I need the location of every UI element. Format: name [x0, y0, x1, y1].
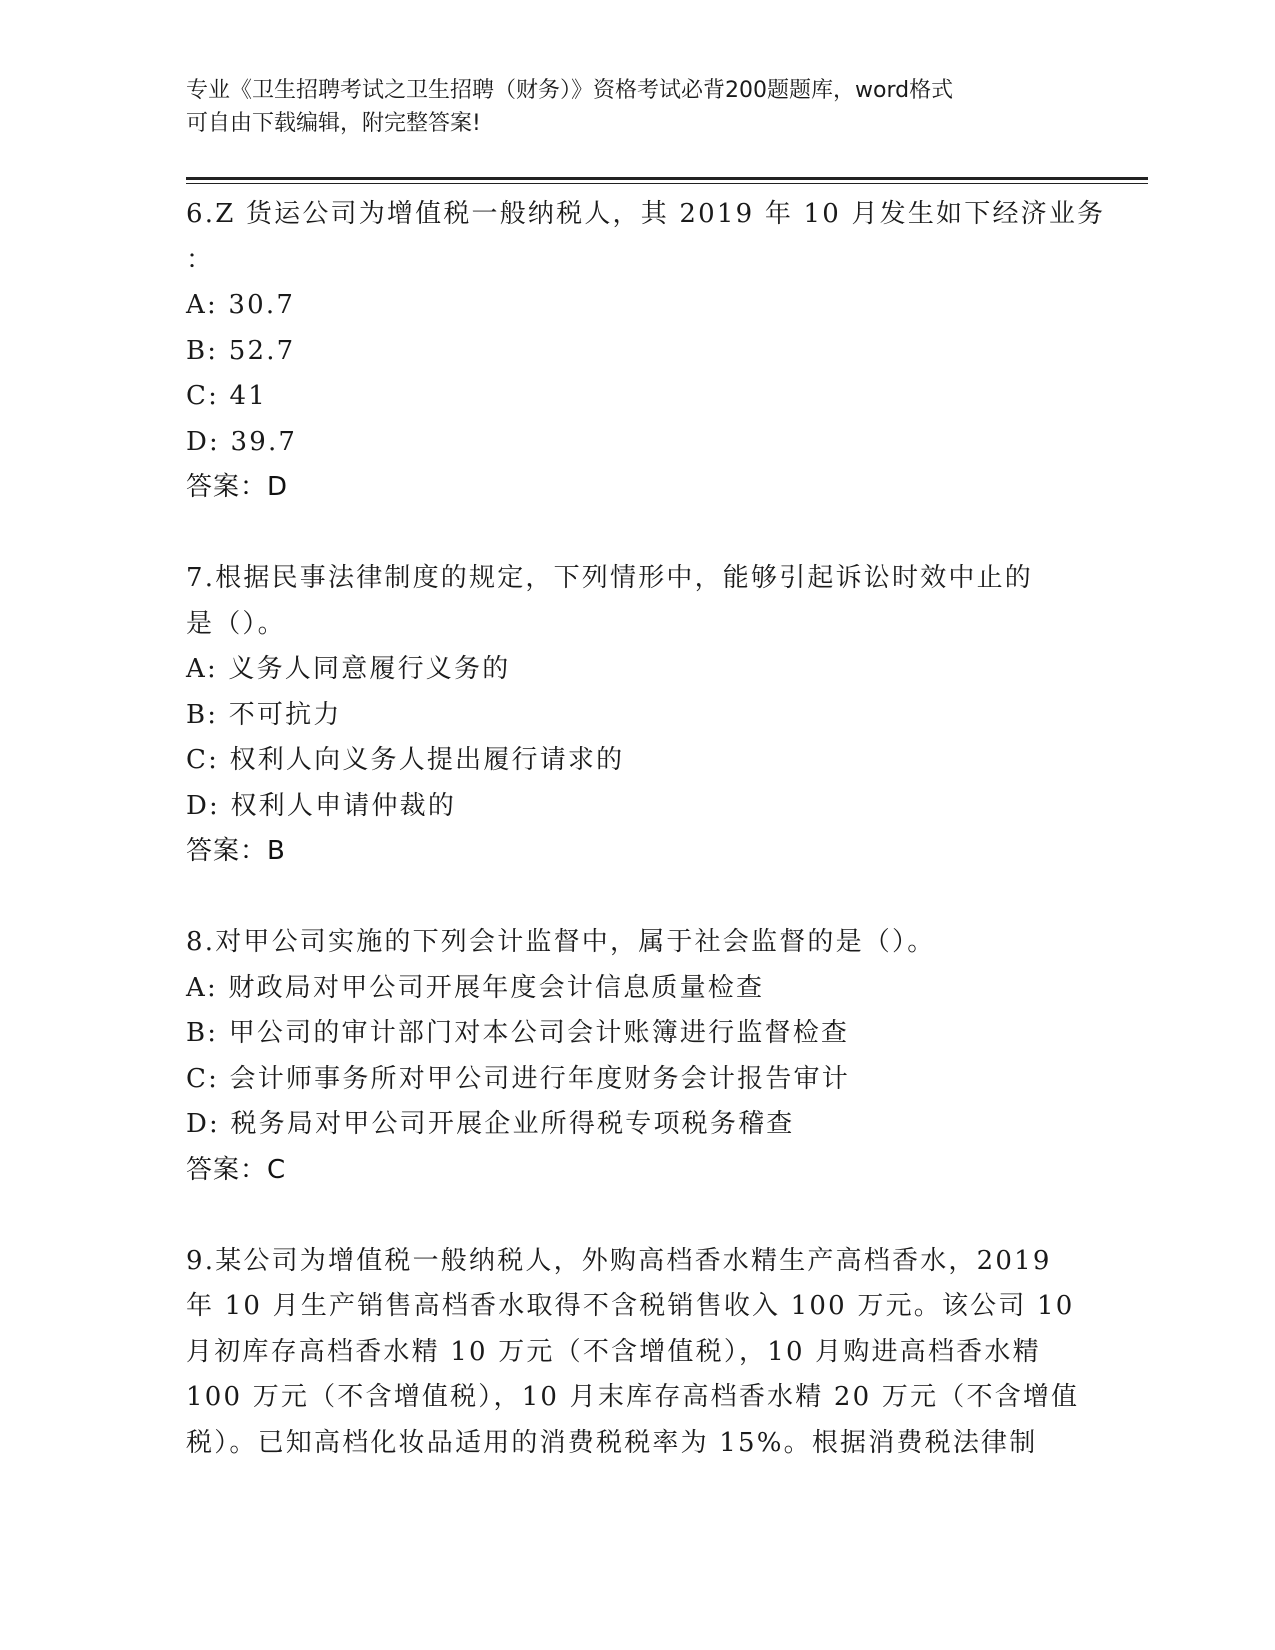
option-d: D: 权利人申请仲裁的 — [186, 790, 457, 821]
question-spacer — [186, 875, 1086, 921]
question-spacer — [186, 511, 1086, 557]
option-a: A: 30.7 — [186, 290, 296, 320]
option-a: A: 义务人同意履行义务的 — [186, 654, 511, 684]
question-8 — [186, 920, 1086, 1193]
option-a: A: 财政局对甲公司开展年度会计信息质量检查 — [186, 972, 765, 1003]
question-stem-line: 100 万元（不含增值税），10 月末库存高档香水精 20 万元（不含增值 — [186, 1382, 1080, 1412]
question-stem-line: 税）。已知高档化妆品适用的消费税税率为 15%。根据消费税法律制 — [186, 1427, 1038, 1458]
header-title-line-2: 可自由下载编辑，附完整答案! — [186, 111, 481, 136]
option-d: D: 39.7 — [186, 426, 298, 457]
option-b: B: 不可抗力 — [186, 699, 342, 730]
header-divider-thin — [186, 183, 1148, 184]
question-9 — [186, 1239, 1086, 1467]
question-stem-line: 是（）。 — [186, 608, 286, 639]
question-stem-line: 8.对甲公司实施的下列会计监督中，属于社会监督的是（）。 — [186, 927, 936, 957]
answer-label: 答案：B — [186, 836, 286, 866]
option-c: C: 权利人向义务人提出履行请求的 — [186, 745, 625, 775]
header-divider-thick — [186, 177, 1148, 180]
option-b: B: 甲公司的审计部门对本公司会计账簿进行监督检查 — [186, 1018, 850, 1048]
question-stem-line: ： — [186, 244, 215, 275]
header-title-line-1: 专业《卫生招聘考试之卫生招聘（财务）》资格考试必背200题题库，word格式 — [186, 78, 954, 103]
question-list — [186, 192, 1106, 1466]
answer-label: 答案：D — [186, 472, 289, 502]
question-7 — [186, 556, 1086, 875]
question-stem-line: 月初库存高档香水精 10 万元（不含增值税），10 月购进高档香水精 — [186, 1336, 1041, 1367]
answer-label: 答案：C — [186, 1154, 287, 1185]
question-stem-line: 7.根据民事法律制度的规定，下列情形中，能够引起诉讼时效中止的 — [186, 563, 1034, 593]
option-c: C: 会计师事务所对甲公司进行年度财务会计报告审计 — [186, 1063, 850, 1094]
question-stem-line: 年 10 月生产销售高档香水取得不含税销售收入 100 万元。该公司 10 — [186, 1291, 1075, 1321]
option-c: C: 41 — [186, 381, 268, 411]
question-spacer — [186, 1193, 1086, 1239]
question-stem-line: 6.Z 货运公司为增值税一般纳税人，其 2019 年 10 月发生如下经济业务 — [186, 199, 1106, 229]
question-6 — [186, 192, 1106, 511]
option-d: D: 税务局对甲公司开展企业所得税专项税务稽查 — [186, 1109, 795, 1139]
question-stem-line: 9.某公司为增值税一般纳税人，外购高档香水精生产高档香水，2019 — [186, 1245, 1052, 1276]
document-header — [186, 74, 1066, 140]
option-b: B: 52.7 — [186, 335, 296, 366]
